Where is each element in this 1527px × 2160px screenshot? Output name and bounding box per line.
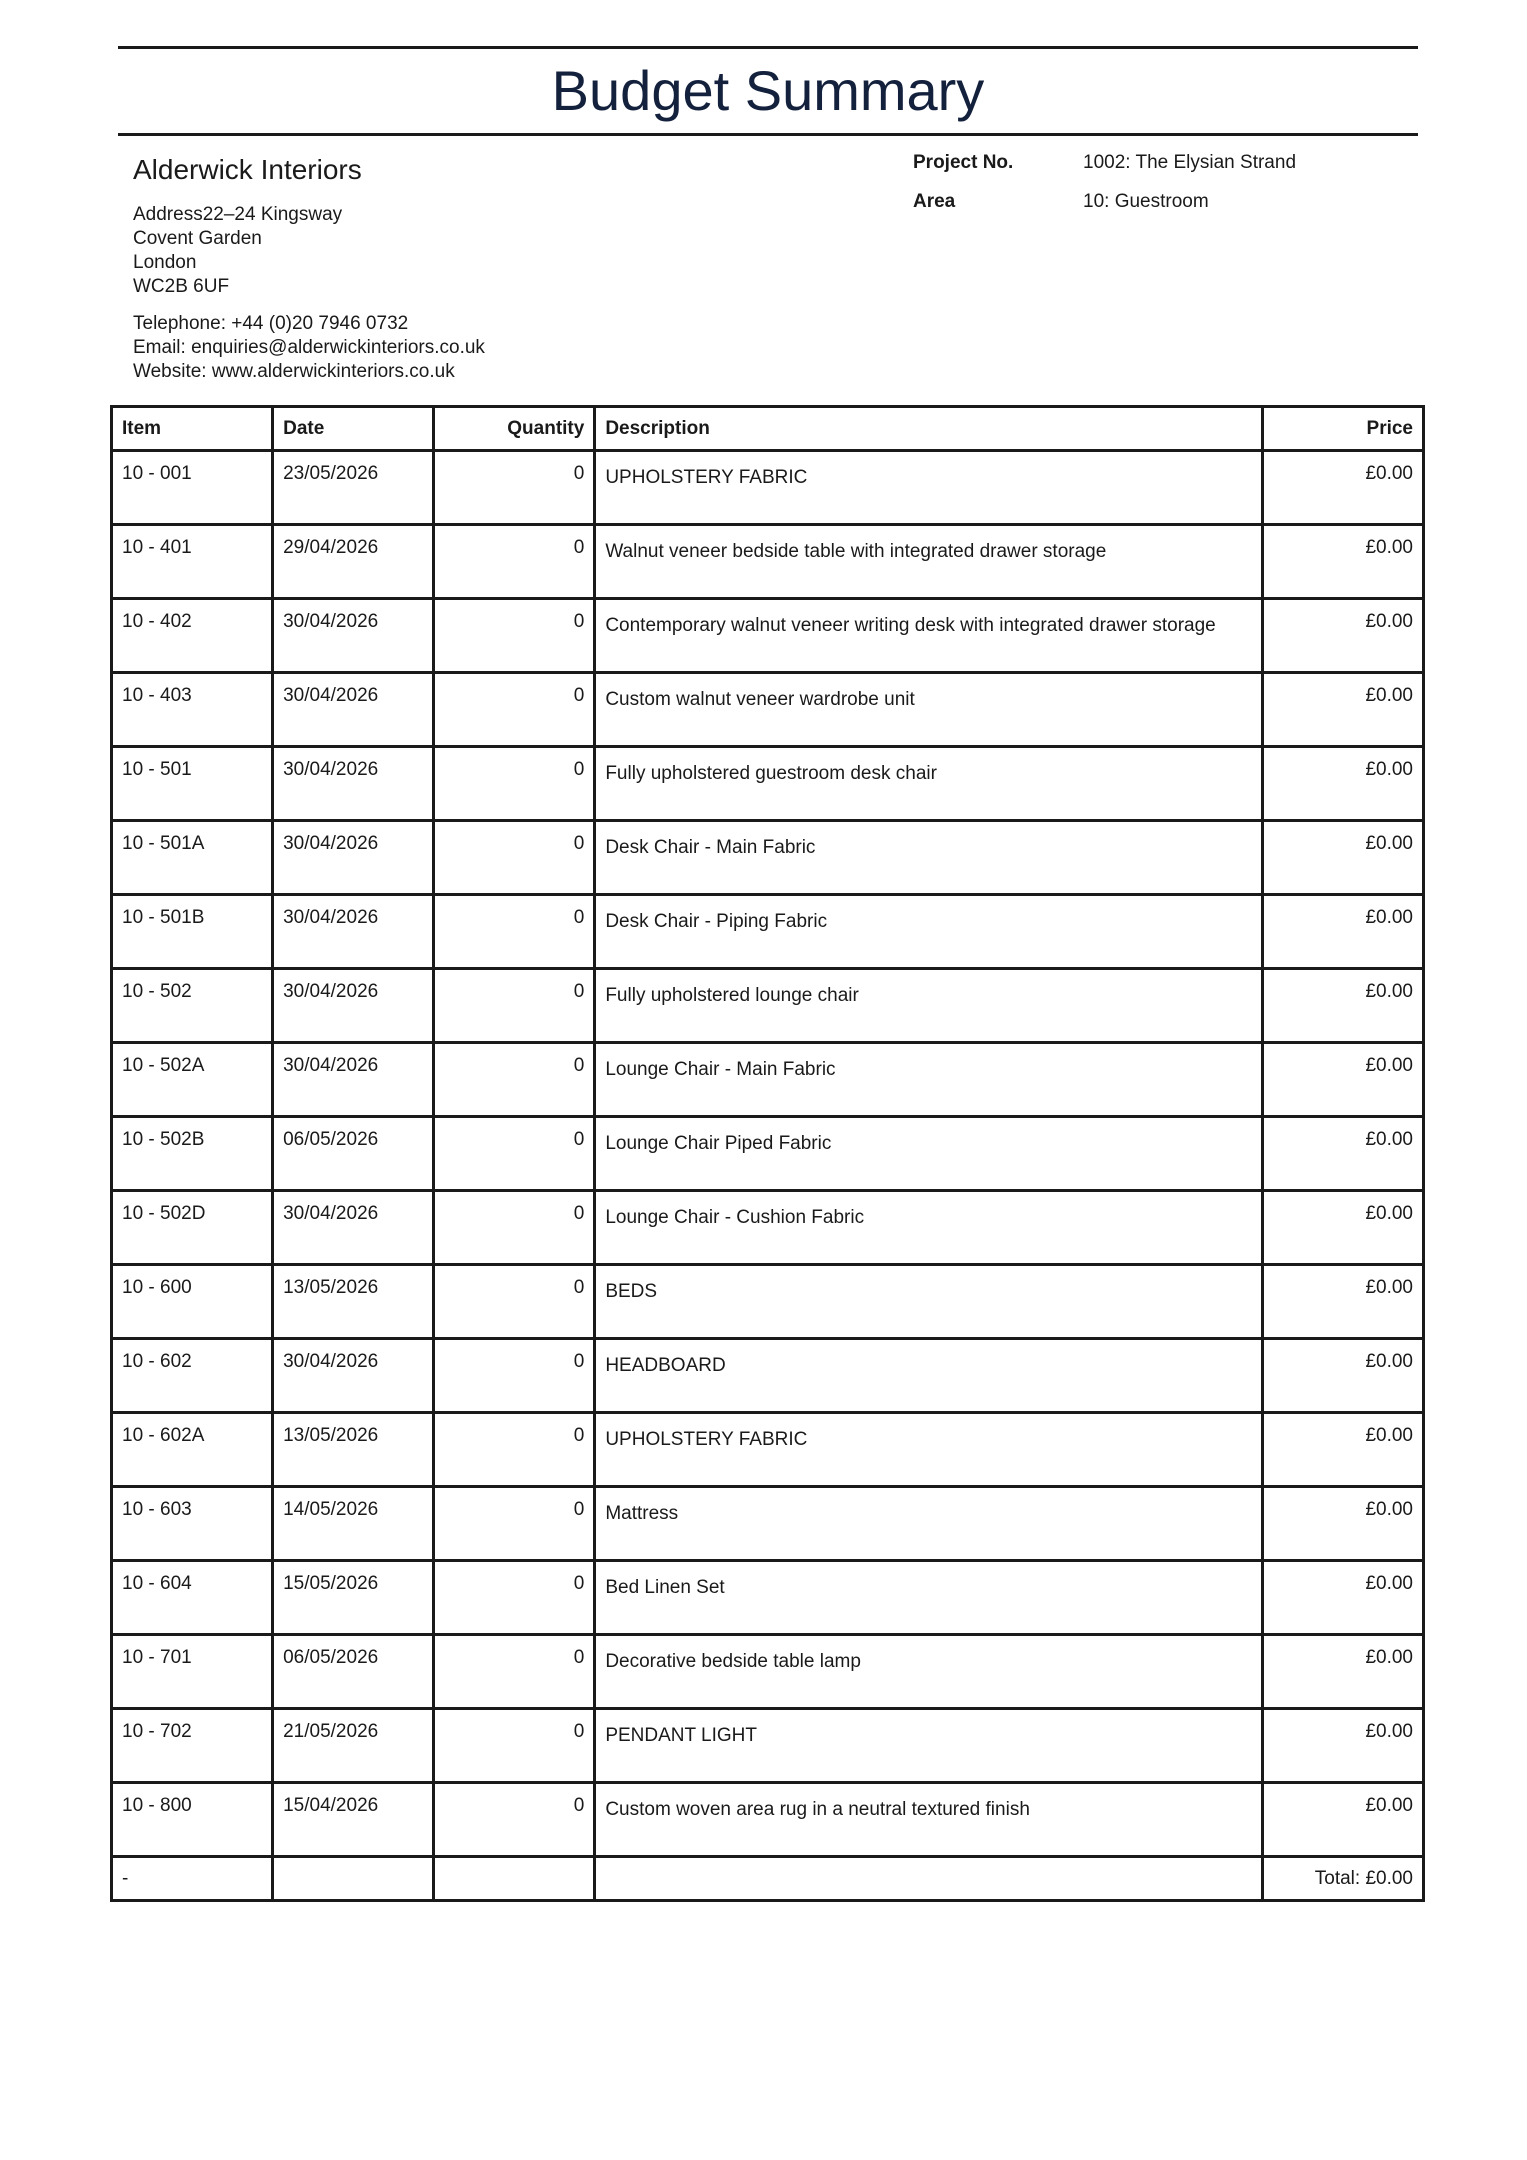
item-cell: 10 - 502B [112, 1117, 273, 1191]
description-cell: UPHOLSTERY FABRIC [595, 451, 1263, 525]
area-row [913, 189, 1296, 228]
description-cell: Lounge Chair Piped Fabric [595, 1117, 1263, 1191]
date-cell: 30/04/2026 [273, 821, 434, 895]
description-cell: PENDANT LIGHT [595, 1709, 1263, 1783]
price-cell: £0.00 [1262, 1117, 1423, 1191]
area-value: 10: Guestroom [1083, 191, 1209, 212]
table-row [112, 895, 1424, 969]
price-cell: £0.00 [1262, 451, 1423, 525]
company-address [133, 203, 342, 299]
table-row [112, 525, 1424, 599]
table-row [112, 1635, 1424, 1709]
table-row [112, 1265, 1424, 1339]
date-cell: 21/05/2026 [273, 1709, 434, 1783]
address-line: London [133, 252, 197, 273]
description-cell: Lounge Chair - Main Fabric [595, 1043, 1263, 1117]
price-cell: £0.00 [1262, 895, 1423, 969]
table-row [112, 1191, 1424, 1265]
table-row [112, 1117, 1424, 1191]
header-bottom-rule [118, 133, 1418, 136]
project-meta [913, 150, 1296, 228]
table-row [112, 1561, 1424, 1635]
item-cell: 10 - 600 [112, 1265, 273, 1339]
item-cell: 10 - 501 [112, 747, 273, 821]
date-cell: 15/05/2026 [273, 1561, 434, 1635]
quantity-cell: 0 [434, 747, 595, 821]
quantity-cell: 0 [434, 1487, 595, 1561]
header-top-rule [118, 46, 1418, 49]
item-cell: 10 - 603 [112, 1487, 273, 1561]
description-cell: Custom woven area rug in a neutral textured finish [595, 1783, 1263, 1857]
price-cell: £0.00 [1262, 1635, 1423, 1709]
date-cell: 13/05/2026 [273, 1265, 434, 1339]
quantity-cell: 0 [434, 1635, 595, 1709]
address-line: Covent Garden [133, 228, 262, 249]
table-row [112, 451, 1424, 525]
project-number-value: 1002: The Elysian Strand [1083, 152, 1297, 173]
table-row [112, 1709, 1424, 1783]
price-cell: £0.00 [1262, 1709, 1423, 1783]
item-cell: 10 - 602 [112, 1339, 273, 1413]
email: Email: enquiries@alderwickinteriors.co.uk [133, 337, 485, 358]
address-line: Address22–24 Kingsway [133, 204, 343, 225]
item-cell: 10 - 501A [112, 821, 273, 895]
item-cell: 10 - 800 [112, 1783, 273, 1857]
item-cell: 10 - 502A [112, 1043, 273, 1117]
quantity-cell: 0 [434, 1561, 595, 1635]
price-cell: £0.00 [1262, 1413, 1423, 1487]
table-row [112, 599, 1424, 673]
price-cell: £0.00 [1262, 747, 1423, 821]
table-row [112, 1783, 1424, 1857]
quantity-cell: 0 [434, 1783, 595, 1857]
budget-table [110, 405, 1425, 1902]
price-cell: £0.00 [1262, 1561, 1423, 1635]
date-cell: 06/05/2026 [273, 1635, 434, 1709]
quantity-cell: 0 [434, 821, 595, 895]
item-cell: 10 - 502 [112, 969, 273, 1043]
table-header-row [112, 407, 1424, 451]
item-cell: 10 - 401 [112, 525, 273, 599]
date-cell: 29/04/2026 [273, 525, 434, 599]
item-cell: 10 - 001 [112, 451, 273, 525]
item-cell: 10 - 402 [112, 599, 273, 673]
date-cell: 30/04/2026 [273, 969, 434, 1043]
price-cell: £0.00 [1262, 821, 1423, 895]
description-cell: Lounge Chair - Cushion Fabric [595, 1191, 1263, 1265]
price-cell: £0.00 [1262, 1191, 1423, 1265]
description-cell: Mattress [595, 1487, 1263, 1561]
table-row [112, 821, 1424, 895]
date-cell: 30/04/2026 [273, 1339, 434, 1413]
table-row [112, 747, 1424, 821]
quantity-cell: 0 [434, 895, 595, 969]
quantity-cell: 0 [434, 1339, 595, 1413]
quantity-cell: 0 [434, 1265, 595, 1339]
total-empty-cell [273, 1857, 434, 1901]
telephone: Telephone: +44 (0)20 7946 0732 [133, 313, 409, 334]
price-cell: £0.00 [1262, 599, 1423, 673]
date-cell: 06/05/2026 [273, 1117, 434, 1191]
table-row [112, 1043, 1424, 1117]
quantity-cell: 0 [434, 1191, 595, 1265]
date-cell: 15/04/2026 [273, 1783, 434, 1857]
description-cell: Desk Chair - Main Fabric [595, 821, 1263, 895]
quantity-cell: 0 [434, 525, 595, 599]
address-line: WC2B 6UF [133, 276, 230, 297]
website: Website: www.alderwickinteriors.co.uk [133, 361, 455, 382]
description-cell: Decorative bedside table lamp [595, 1635, 1263, 1709]
date-cell: 30/04/2026 [273, 747, 434, 821]
item-cell: 10 - 501B [112, 895, 273, 969]
page-title: Budget Summary [551, 59, 985, 122]
quantity-cell: 0 [434, 1709, 595, 1783]
description-cell: BEDS [595, 1265, 1263, 1339]
quantity-cell: 0 [434, 599, 595, 673]
table-row [112, 1487, 1424, 1561]
price-cell: £0.00 [1262, 1339, 1423, 1413]
price-cell: £0.00 [1262, 1043, 1423, 1117]
description-cell: Custom walnut veneer wardrobe unit [595, 673, 1263, 747]
price-cell: £0.00 [1262, 1265, 1423, 1339]
item-cell: 10 - 604 [112, 1561, 273, 1635]
price-cell: £0.00 [1262, 1783, 1423, 1857]
item-cell: 10 - 702 [112, 1709, 273, 1783]
description-cell: Fully upholstered guestroom desk chair [595, 747, 1263, 821]
table-row [112, 969, 1424, 1043]
description-cell: Fully upholstered lounge chair [595, 969, 1263, 1043]
description-cell: UPHOLSTERY FABRIC [595, 1413, 1263, 1487]
quantity-cell: 0 [434, 1413, 595, 1487]
total-item-cell: - [112, 1857, 273, 1901]
quantity-cell: 0 [434, 1117, 595, 1191]
date-cell: 23/05/2026 [273, 451, 434, 525]
date-cell: 30/04/2026 [273, 599, 434, 673]
quantity-cell: 0 [434, 969, 595, 1043]
column-header-item: Item [112, 407, 273, 451]
table-row [112, 1339, 1424, 1413]
date-cell: 30/04/2026 [273, 673, 434, 747]
description-cell: HEADBOARD [595, 1339, 1263, 1413]
item-cell: 10 - 502D [112, 1191, 273, 1265]
project-number-row [913, 150, 1296, 189]
date-cell: 30/04/2026 [273, 1191, 434, 1265]
total-price-cell: Total: £0.00 [1262, 1857, 1423, 1901]
quantity-cell: 0 [434, 673, 595, 747]
description-cell: Desk Chair - Piping Fabric [595, 895, 1263, 969]
column-header-date: Date [273, 407, 434, 451]
price-cell: £0.00 [1262, 969, 1423, 1043]
price-cell: £0.00 [1262, 1487, 1423, 1561]
column-header-price: Price [1262, 407, 1423, 451]
date-cell: 30/04/2026 [273, 895, 434, 969]
total-row [112, 1857, 1424, 1901]
table-row [112, 673, 1424, 747]
item-cell: 10 - 403 [112, 673, 273, 747]
description-cell: Walnut veneer bedside table with integrated drawer storage [595, 525, 1263, 599]
total-empty-cell [595, 1857, 1263, 1901]
total-empty-cell [434, 1857, 595, 1901]
date-cell: 14/05/2026 [273, 1487, 434, 1561]
column-header-quantity: Quantity [434, 407, 595, 451]
date-cell: 30/04/2026 [273, 1043, 434, 1117]
company-contact [133, 312, 485, 384]
item-cell: 10 - 701 [112, 1635, 273, 1709]
column-header-description: Description [595, 407, 1263, 451]
project-number-label: Project No. [913, 152, 1014, 173]
price-cell: £0.00 [1262, 673, 1423, 747]
table-row [112, 1413, 1424, 1487]
description-cell: Bed Linen Set [595, 1561, 1263, 1635]
quantity-cell: 0 [434, 1043, 595, 1117]
area-label: Area [913, 191, 956, 212]
quantity-cell: 0 [434, 451, 595, 525]
price-cell: £0.00 [1262, 525, 1423, 599]
date-cell: 13/05/2026 [273, 1413, 434, 1487]
company-name: Alderwick Interiors [133, 154, 362, 185]
description-cell: Contemporary walnut veneer writing desk with integrated drawer storage [595, 599, 1263, 673]
item-cell: 10 - 602A [112, 1413, 273, 1487]
